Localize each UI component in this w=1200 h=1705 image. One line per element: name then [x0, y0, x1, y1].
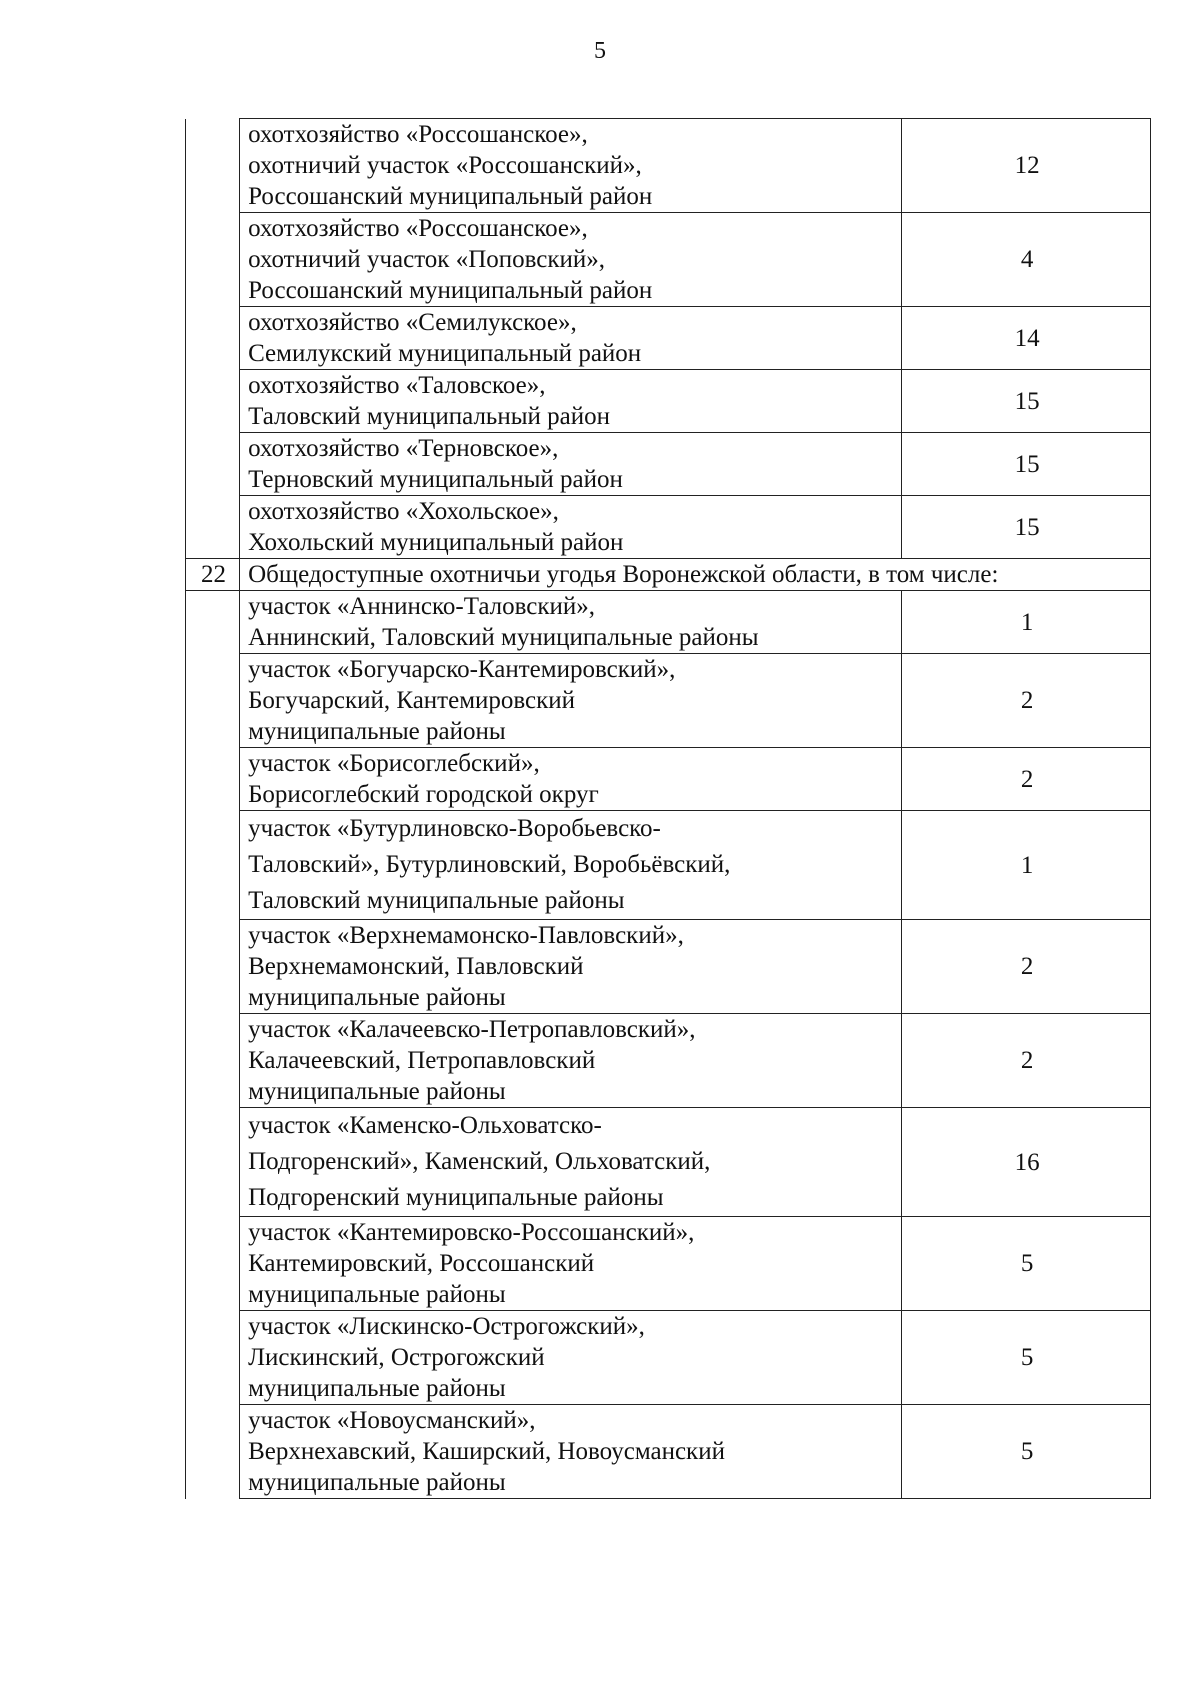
- name-line: Верхнемамонский, Павловский: [248, 953, 584, 980]
- quantity-cell: 14: [902, 307, 1151, 370]
- quantity-cell: 2: [902, 920, 1151, 1014]
- section-title: Общедоступные охотничьи угодья Воронежской области, в том числе:: [240, 559, 1151, 591]
- number-cell-empty: [186, 591, 240, 1499]
- name-cell: [240, 1108, 902, 1217]
- table-row: [186, 1405, 1151, 1499]
- name-line: Верхнехавский, Каширский, Новоусманский: [248, 1438, 725, 1465]
- name-line: Таловский муниципальные районы: [248, 887, 625, 914]
- name-line: охотхозяйство «Таловское»,: [248, 372, 546, 399]
- name-line: муниципальные районы: [248, 1469, 506, 1496]
- name-line: охотхозяйство «Россошанское»,: [248, 121, 588, 148]
- name-line: участок «Верхнемамонско-Павловский»,: [248, 922, 684, 949]
- hunting-grounds-table: [185, 118, 1151, 1499]
- name-cell: [240, 654, 902, 748]
- name-line: охотхозяйство «Терновское»,: [248, 435, 559, 462]
- table-row: [186, 811, 1151, 920]
- name-line: Калачеевский, Петропавловский: [248, 1047, 596, 1074]
- name-cell: [240, 433, 902, 496]
- name-line: участок «Калачеевско-Петропавловский»,: [248, 1016, 696, 1043]
- name-line: охотничий участок «Поповский»,: [248, 246, 606, 273]
- name-line: охотничий участок «Россошанский»,: [248, 152, 642, 179]
- name-line: участок «Новоусманский»,: [248, 1407, 536, 1434]
- name-line: Подгоренский муниципальные районы: [248, 1184, 664, 1211]
- name-cell: [240, 591, 902, 654]
- name-line: охотхозяйство «Хохольское»,: [248, 498, 559, 525]
- quantity-cell: 4: [902, 213, 1151, 307]
- table-row: [186, 496, 1151, 559]
- name-cell: [240, 920, 902, 1014]
- quantity-cell: 15: [902, 496, 1151, 559]
- name-line: участок «Богучарско-Кантемировский»,: [248, 656, 676, 683]
- table-row: [186, 433, 1151, 496]
- table-row: [186, 213, 1151, 307]
- name-cell: [240, 307, 902, 370]
- table-row: [186, 591, 1151, 654]
- quantity-cell: 15: [902, 433, 1151, 496]
- name-line: муниципальные районы: [248, 1375, 506, 1402]
- name-line: участок «Бутурлиновско-Воробьевско-: [248, 815, 661, 842]
- name-line: муниципальные районы: [248, 1078, 506, 1105]
- name-line: Хохольский муниципальный район: [248, 529, 624, 556]
- name-line: участок «Аннинско-Таловский»,: [248, 593, 596, 620]
- name-cell: [240, 1405, 902, 1499]
- quantity-cell: 2: [902, 654, 1151, 748]
- quantity-cell: 5: [902, 1405, 1151, 1499]
- table-row: [186, 1217, 1151, 1311]
- name-line: Семилукский муниципальный район: [248, 340, 642, 367]
- table-row: [186, 119, 1151, 213]
- quantity-cell: 1: [902, 811, 1151, 920]
- name-line: муниципальные районы: [248, 984, 506, 1011]
- quantity-cell: 16: [902, 1108, 1151, 1217]
- name-line: участок «Каменско-Ольховатско-: [248, 1112, 602, 1139]
- name-cell: [240, 1311, 902, 1405]
- name-line: Таловский», Бутурлиновский, Воробьёвский,: [248, 851, 731, 878]
- name-line: Подгоренский», Каменский, Ольховатский,: [248, 1148, 711, 1175]
- name-cell: [240, 496, 902, 559]
- name-line: охотхозяйство «Семилукское»,: [248, 309, 577, 336]
- quantity-cell: 5: [902, 1217, 1151, 1311]
- group-b-body: [186, 591, 1151, 1499]
- name-cell: [240, 748, 902, 811]
- name-line: охотхозяйство «Россошанское»,: [248, 215, 588, 242]
- name-cell: [240, 811, 902, 920]
- quantity-cell: 1: [902, 591, 1151, 654]
- page-number: 5: [594, 38, 606, 64]
- quantity-cell: 2: [902, 1014, 1151, 1108]
- name-line: Лискинский, Острогожский: [248, 1344, 545, 1371]
- name-line: участок «Лискинско-Острогожский»,: [248, 1313, 645, 1340]
- table-row: [186, 654, 1151, 748]
- name-line: Россошанский муниципальный район: [248, 183, 653, 210]
- name-line: Борисоглебский городской округ: [248, 781, 599, 808]
- table-row: [186, 920, 1151, 1014]
- quantity-cell: 5: [902, 1311, 1151, 1405]
- name-line: Россошанский муниципальный район: [248, 277, 653, 304]
- name-cell: [240, 1217, 902, 1311]
- quantity-cell: 12: [902, 119, 1151, 213]
- table-row: [186, 1311, 1151, 1405]
- table-row: [186, 748, 1151, 811]
- name-line: муниципальные районы: [248, 1281, 506, 1308]
- table-row: [186, 370, 1151, 433]
- name-cell: [240, 119, 902, 213]
- group-a-body: [186, 119, 1151, 559]
- name-cell: [240, 213, 902, 307]
- name-line: Таловский муниципальный район: [248, 403, 610, 430]
- name-line: участок «Борисоглебский»,: [248, 750, 540, 777]
- name-cell: [240, 1014, 902, 1108]
- section-number: 22: [186, 559, 240, 591]
- name-line: Терновский муниципальный район: [248, 466, 623, 493]
- table-row: [186, 1108, 1151, 1217]
- name-cell: [240, 370, 902, 433]
- table-row: [186, 1014, 1151, 1108]
- name-line: участок «Кантемировско-Россошанский»,: [248, 1219, 695, 1246]
- name-line: муниципальные районы: [248, 718, 506, 745]
- name-line: Кантемировский, Россошанский: [248, 1250, 595, 1277]
- section-22-body: [186, 559, 1151, 591]
- table-row: [186, 307, 1151, 370]
- section-row-22: [186, 559, 1151, 591]
- name-line: Богучарский, Кантемировский: [248, 687, 576, 714]
- number-cell-empty: [186, 119, 240, 559]
- quantity-cell: 2: [902, 748, 1151, 811]
- quantity-cell: 15: [902, 370, 1151, 433]
- name-line: Аннинский, Таловский муниципальные районы: [248, 624, 759, 651]
